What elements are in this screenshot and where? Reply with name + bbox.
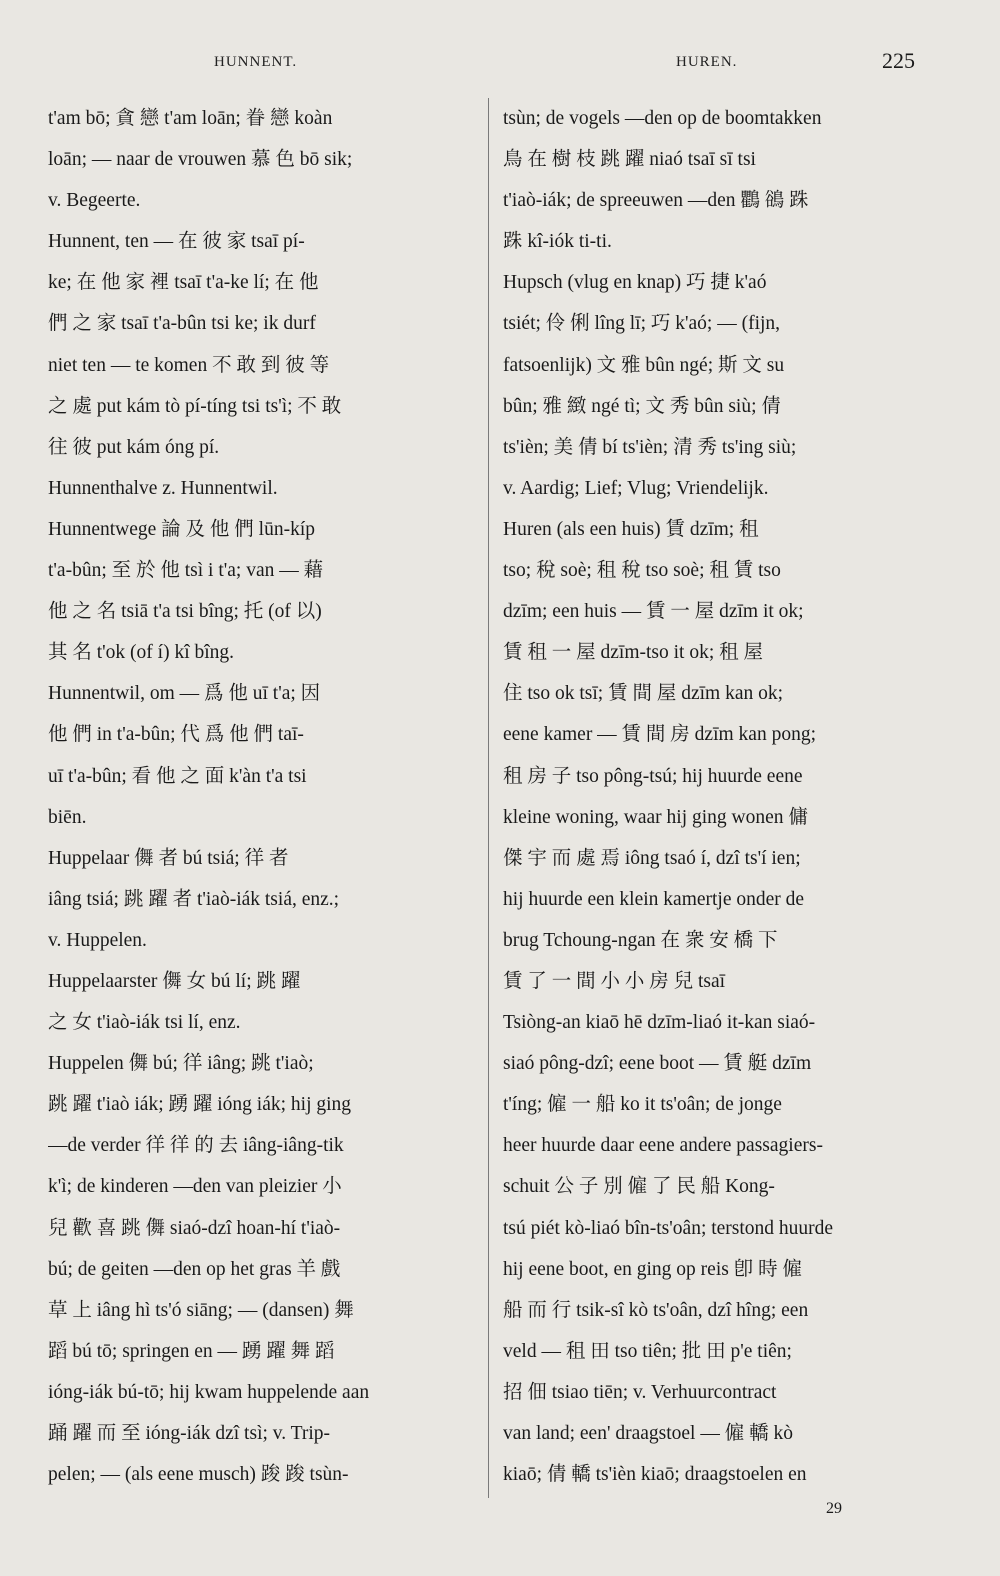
text-line: dzīm; een huis — 賃 一 屋 dzīm it ok; <box>503 601 804 623</box>
text-line: 傑 宇 而 處 焉 iông tsaó í, dzî ts'í ien; <box>503 847 801 869</box>
text-line: kleine woning, waar hij ging wonen 傭 <box>503 806 808 828</box>
text-line: Hunnent, ten — 在 彼 家 tsaī pí- <box>48 231 305 253</box>
text-line: 其 名 t'ok (of í) kî bîng. <box>48 642 235 664</box>
text-line: 他 們 in t'a-bûn; 代 爲 他 們 taī- <box>48 724 304 746</box>
text-line: biēn. <box>48 806 87 828</box>
text-line: 招 佃 tsiao tiēn; v. Verhuurcontract <box>503 1381 777 1403</box>
text-line: 租 房 子 tso pông-tsú; hij huurde eene <box>503 765 803 787</box>
text-line: tsú piét kò-liaó bîn-ts'oân; terstond huurde <box>503 1217 834 1239</box>
text-line: 蹈 bú tō; springen en — 踴 躍 舞 蹈 <box>48 1340 335 1362</box>
text-line: van land; een' draagstoel — 僱 轎 kò <box>503 1423 793 1444</box>
text-line: uī t'a-bûn; 看 他 之 面 k'àn t'a tsi <box>48 765 307 787</box>
text-line: 賃 租 一 屋 dzīm-tso it ok; 租 屋 <box>503 642 763 664</box>
text-line: —de verder 徉 徉 的 去 iâng-iâng-tik <box>48 1135 344 1157</box>
text-line: pelen; — (als eene musch) 踆 踆 tsùn- <box>48 1464 349 1486</box>
text-line: 船 而 行 tsik-sî kò ts'oân, dzî hîng; een <box>503 1299 809 1321</box>
text-line: Huren (als een huis) 賃 dzīm; 租 <box>503 518 759 540</box>
text-line: v. Aardig; Lief; Vlug; Vriendelijk. <box>503 477 769 499</box>
text-line: 跦 kî-iók ti-ti. <box>503 231 612 253</box>
text-line: 踊 躍 而 至 ióng-iák dzî tsì; v. Trip- <box>48 1423 331 1444</box>
text-line: 之 女 t'iaò-iák tsi lí, enz. <box>48 1012 241 1034</box>
text-line: 住 tso ok tsī; 賃 間 屋 dzīm kan ok; <box>503 683 784 705</box>
text-line: schuit 公 子 別 僱 了 民 船 Kong- <box>503 1176 775 1198</box>
page-number: 225 <box>882 48 915 73</box>
text-line: veld — 租 田 tso tiên; 批 田 p'e tiên; <box>503 1340 792 1362</box>
text-line: fatsoenlijk) 文 雅 bûn ngé; 斯 文 su <box>503 354 785 376</box>
text-line: kiaō; 倩 轎 ts'ièn kiaō; draagstoelen en <box>503 1464 807 1486</box>
text-line: k'ì; de kinderen —den van pleizier 小 <box>48 1176 342 1198</box>
text-line: t'íng; 僱 一 船 ko it ts'oân; de jonge <box>503 1094 782 1116</box>
text-line: Hupsch (vlug en knap) 巧 捷 k'aó <box>503 272 767 294</box>
text-line: hij eene boot, en ging op reis 卽 時 僱 <box>503 1258 802 1280</box>
text-line: ióng-iák bú-tō; hij kwam huppelende aan <box>48 1381 370 1403</box>
text-line: niet ten — te komen 不 敢 到 彼 等 <box>48 354 330 376</box>
text-line: hij huurde een klein kamertje onder de <box>503 888 805 910</box>
text-line: 賃 了 一 間 小 小 房 兒 tsaī <box>503 970 726 992</box>
text-line: Huppelaar 儛 者 bú tsiá; 徉 者 <box>48 847 289 869</box>
text-line: Tsiòng-an kiaō hē dzīm-liaó it-kan siaó- <box>503 1012 816 1034</box>
text-line: v. Begeerte. <box>48 190 141 212</box>
text-line: brug Tchoung-ngan 在 衆 安 橋 下 <box>503 929 778 951</box>
column-divider <box>488 98 489 1498</box>
text-line: Hunnentwil, om — 爲 他 uī t'a; 因 <box>48 683 321 705</box>
text-line: Hunnenthalve z. Hunnentwil. <box>48 477 278 499</box>
text-line: bú; de geiten —den op het gras 羊 戲 <box>48 1258 341 1280</box>
text-line: Huppelaarster 儛 女 bú lí; 跳 躍 <box>48 970 301 992</box>
text-line: 往 彼 put kám óng pí. <box>48 436 220 458</box>
text-line: t'am bō; 貪 戀 t'am loān; 眷 戀 koàn <box>48 108 333 129</box>
text-line: bûn; 雅 緻 ngé tì; 文 秀 bûn siù; 倩 <box>503 395 781 417</box>
text-line: t'iaò-iák; de spreeuwen —den 鸜 鵒 跦 <box>503 190 809 212</box>
signature-mark: 29 <box>826 1500 842 1517</box>
text-line: heer huurde daar eene andere passagiers- <box>503 1135 823 1157</box>
text-line: Huppelen 儛 bú; 徉 iâng; 跳 t'iaò; <box>48 1053 314 1075</box>
text-line: iâng tsiá; 跳 躍 者 t'iaò-iák tsiá, enz.; <box>48 888 340 910</box>
running-head-left: HUNNENT. <box>214 54 298 70</box>
text-line: eene kamer — 賃 間 房 dzīm kan pong; <box>503 724 816 746</box>
right-column <box>503 98 931 1495</box>
text-line: tso; 稅 soè; 租 稅 tso soè; 租 賃 tso <box>503 560 781 582</box>
text-line: v. Huppelen. <box>48 929 147 951</box>
text-line: siaó pông-dzî; eene boot — 賃 艇 dzīm <box>503 1053 812 1075</box>
text-line: tsiét; 伶 俐 lîng lī; 巧 k'aó; — (fijn, <box>503 313 781 335</box>
text-line: tsùn; de vogels —den op de boomtakken <box>503 108 822 129</box>
text-line: ts'ièn; 美 倩 bí ts'ièn; 清 秀 ts'ing siù; <box>503 436 797 458</box>
text-line: 鳥 在 樹 枝 跳 躍 niaó tsaī sī tsi <box>503 149 756 171</box>
text-line: loān; — naar de vrouwen 慕 色 bō sik; <box>48 149 353 171</box>
text-line: t'a-bûn; 至 於 他 tsì i t'a; van — 藉 <box>48 560 324 582</box>
text-line: ke; 在 他 家 裡 tsaī t'a-ke lí; 在 他 <box>48 272 319 294</box>
left-column <box>48 98 478 1495</box>
text-line: Hunnentwege 論 及 他 們 lūn-kíp <box>48 518 316 540</box>
text-line: 們 之 家 tsaī t'a-bûn tsi ke; ik durf <box>48 313 316 335</box>
text-line: 之 處 put kám tò pí-tíng tsi ts'ì; 不 敢 <box>48 395 342 417</box>
text-line: 他 之 名 tsiā t'a tsi bîng; 托 (of 以) <box>48 601 322 623</box>
text-line: 兒 歡 喜 跳 儛 siaó-dzî hoan-hí t'iaò- <box>48 1217 341 1239</box>
text-line: 跳 躍 t'iaò iák; 踴 躍 ióng iák; hij ging <box>48 1094 352 1116</box>
running-head-right: HUREN. <box>676 54 738 70</box>
text-line: 草 上 iâng hì ts'ó siāng; — (dansen) 舞 <box>48 1299 354 1321</box>
